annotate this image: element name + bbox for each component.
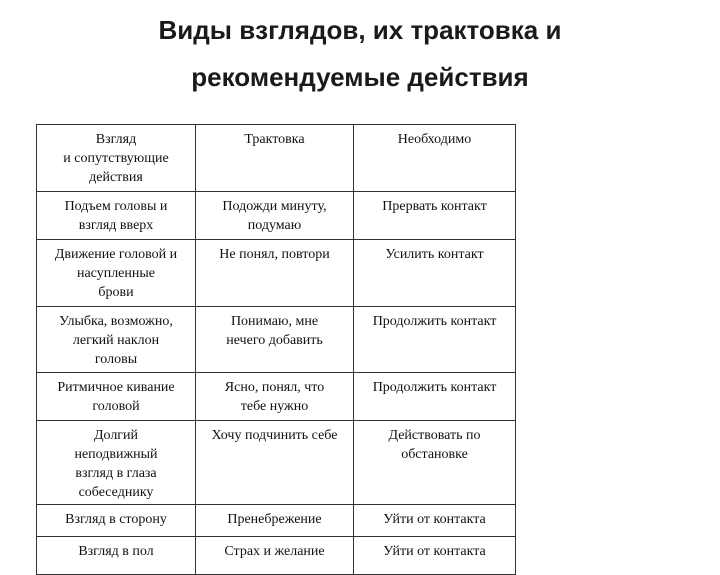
table-row xyxy=(37,505,516,537)
cell-action: Продолжить контакт xyxy=(354,307,516,373)
cell-action: Действовать по обстановке xyxy=(354,421,516,505)
cell-interpretation: Хочу подчинить себе xyxy=(196,421,354,505)
cell-gaze: Взгляд в пол xyxy=(37,537,196,575)
cell-interpretation: Не понял, повтори xyxy=(196,240,354,307)
page-title-line-1: Виды взглядов, их трактовка и xyxy=(158,15,562,45)
cell-action: Уйти от контакта xyxy=(354,537,516,575)
cell-action: Прервать контакт xyxy=(354,192,516,240)
cell-interpretation: Подожди минуту, подумаю xyxy=(196,192,354,240)
cell-gaze: Ритмичное кивание головой xyxy=(37,373,196,421)
cell-interpretation: Страх и желание xyxy=(196,537,354,575)
cell-action: Уйти от контакта xyxy=(354,505,516,537)
table-row xyxy=(37,421,516,505)
table-row xyxy=(37,373,516,421)
gaze-table-container xyxy=(36,124,515,575)
table-row xyxy=(37,240,516,307)
cell-gaze: Долгий неподвижный взгляд в глаза собеседнику xyxy=(37,421,196,505)
cell-interpretation: Ясно, понял, что тебе нужно xyxy=(196,373,354,421)
gaze-table xyxy=(36,124,516,575)
cell-gaze: Движение головой и насупленные брови xyxy=(37,240,196,307)
table-row xyxy=(37,192,516,240)
page-title-line-2: рекомендуемые действия xyxy=(191,62,529,92)
cell-action: Усилить контакт xyxy=(354,240,516,307)
cell-interpretation: Пренебрежение xyxy=(196,505,354,537)
header-interpretation: Трактовка xyxy=(196,125,354,192)
table-header-row xyxy=(37,125,516,192)
header-required-action: Необходимо xyxy=(354,125,516,192)
table-row xyxy=(37,307,516,373)
cell-gaze: Подъем головы и взгляд вверх xyxy=(37,192,196,240)
cell-interpretation: Понимаю, мне нечего добавить xyxy=(196,307,354,373)
table-row xyxy=(37,537,516,575)
cell-gaze: Улыбка, возможно, легкий наклон головы xyxy=(37,307,196,373)
header-gaze: Взгляд и сопутствующие действия xyxy=(37,125,196,192)
cell-gaze: Взгляд в сторону xyxy=(37,505,196,537)
cell-action: Продолжить контакт xyxy=(354,373,516,421)
